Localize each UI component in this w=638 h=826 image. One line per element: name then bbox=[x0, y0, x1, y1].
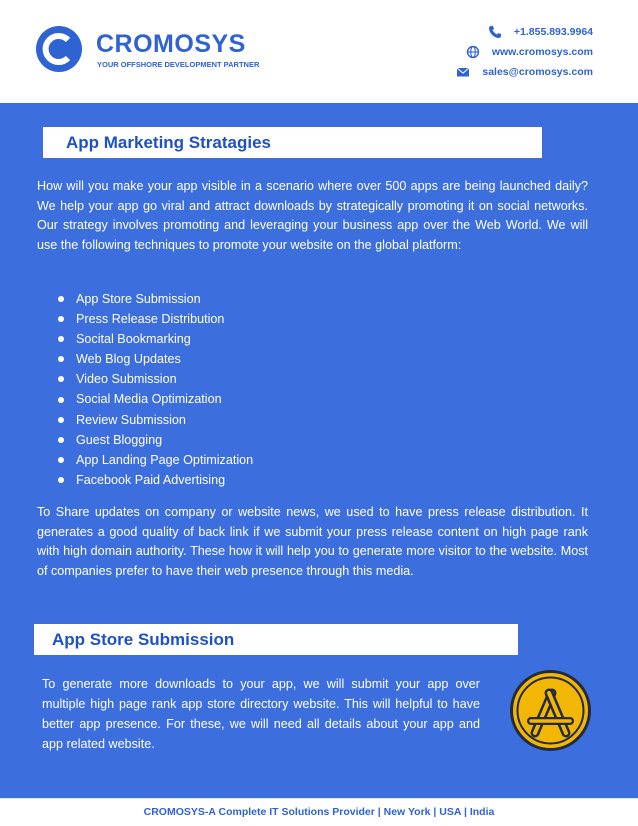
list-item: Press Release Distribution bbox=[58, 309, 253, 329]
technique-list bbox=[58, 289, 253, 490]
email-address: sales@cromosys.com bbox=[482, 66, 593, 78]
marketing-intro: How will you make your app visible in a scenario where over 500 apps are being launched daily? We help your app go viral and attract downloads by strategically promoting it on social networks. Our strategy involves promoting and leveraging your business app over the Web World. We will use the following techniques to promote your website on the global platform: bbox=[37, 179, 588, 252]
brand-tagline: YOUR OFFSHORE DEVELOPMENT PARTNER bbox=[97, 60, 260, 69]
list-item: App Store Submission bbox=[58, 289, 253, 309]
list-item: Review Submission bbox=[58, 410, 253, 430]
brand-name: CROMOSYS bbox=[96, 30, 246, 58]
app-store-paragraph: To generate more downloads to your app, we will submit your app over multiple high page rank app store directory website. This will helpful to have better app presence. For these, we will need all details about your app and app related website. bbox=[42, 677, 480, 751]
list-item: Web Blog Updates bbox=[58, 349, 253, 369]
contact-info bbox=[413, 22, 593, 82]
list-item: Guest Blogging bbox=[58, 430, 253, 450]
list-item: Social Media Optimization bbox=[58, 389, 253, 409]
app-store-icon bbox=[509, 669, 592, 752]
content-panel bbox=[0, 103, 638, 798]
press-release-paragraph: To Share updates on company or website news, we used to have press release distribution. It generates a good quality of back link if we submit your press release content on high page rank with high domain authority. These how it will help you to generate more visitor to the website. Most of companies prefer to have their web presence through this media. bbox=[37, 505, 588, 578]
phone-number: +1.855.893.9964 bbox=[513, 26, 593, 38]
page-footer: CROMOSYS-A Complete IT Solutions Provider | New York | USA | India bbox=[0, 798, 638, 826]
list-item: Video Submission bbox=[58, 369, 253, 389]
page-header bbox=[0, 0, 638, 103]
list-item: App Landing Page Optimization bbox=[58, 450, 253, 470]
contact-website[interactable] bbox=[413, 42, 593, 62]
mail-icon bbox=[456, 65, 470, 79]
cromosys-logo-icon bbox=[36, 26, 82, 72]
section-title-app-store: App Store Submission bbox=[34, 624, 518, 655]
section-title-marketing: App Marketing Stratagies bbox=[43, 127, 542, 158]
contact-email[interactable] bbox=[413, 62, 593, 82]
list-item: Facebook Paid Advertising bbox=[58, 470, 253, 490]
website-url: www.cromosys.com bbox=[491, 46, 593, 58]
list-item: Socital Bookmarking bbox=[58, 329, 253, 349]
phone-icon bbox=[488, 25, 502, 39]
contact-phone[interactable] bbox=[413, 22, 593, 42]
globe-icon bbox=[466, 45, 480, 59]
